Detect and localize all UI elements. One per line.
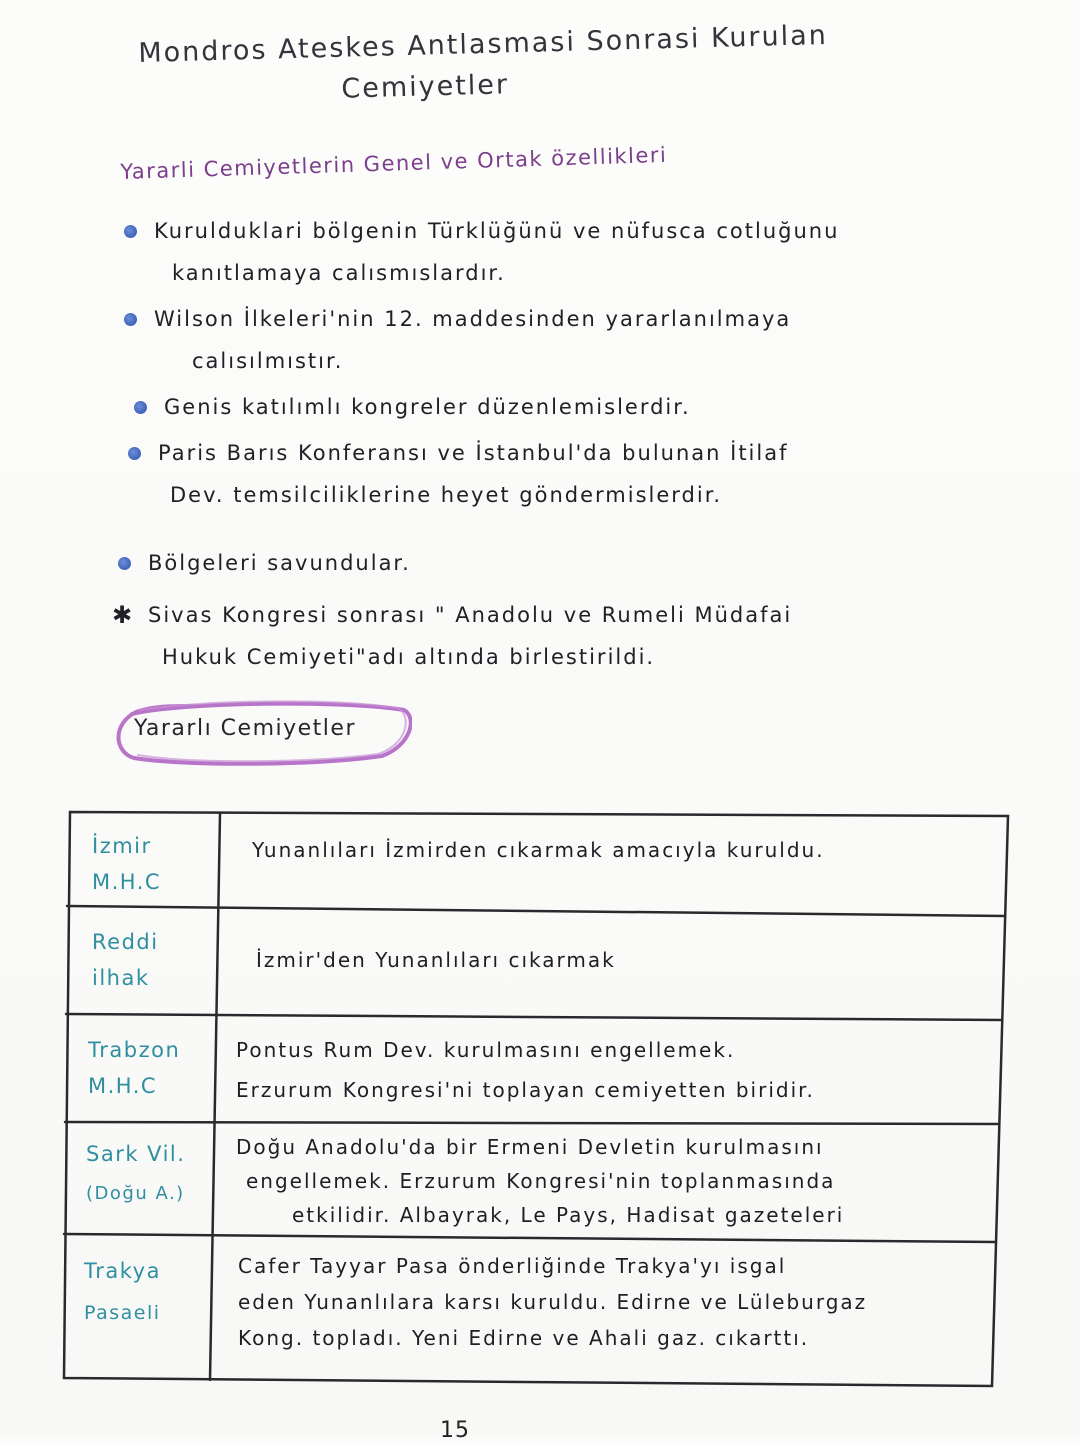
row-name-line-1: İzmir	[92, 834, 152, 858]
title-line-1: Mondros Ateskes Antlasmasi Sonrasi Kurulan	[138, 19, 829, 69]
bullet-dot-icon	[124, 225, 137, 238]
circled-heading	[112, 700, 412, 766]
bullet-text-continuation: calısılmıstır.	[192, 349, 344, 373]
table-row-name	[92, 828, 161, 900]
row-name-line-2: ilhak	[92, 966, 150, 990]
table-row-name	[84, 1250, 161, 1334]
row-name-line-1: Reddi	[92, 930, 159, 954]
table-row-description	[256, 944, 616, 977]
title-line-2: Cemiyetler	[341, 69, 510, 105]
row-desc-line: Pontus Rum Dev. kurulmasını engellemek.	[236, 1038, 736, 1062]
row-name-line-2: M.H.C	[88, 1074, 158, 1098]
bullet-dot-icon	[124, 313, 137, 326]
table-row-description	[236, 1130, 844, 1232]
bullet-dot-icon	[134, 401, 147, 414]
row-name-line-1: Trakya	[84, 1259, 161, 1283]
page-number: 15	[440, 1418, 470, 1443]
bullet-text-continuation: kanıtlamaya calısmıslardır.	[172, 261, 506, 285]
bullet-text-line: Bölgeleri savundular.	[148, 551, 411, 575]
table-row-name	[88, 1032, 180, 1104]
table-row-name	[86, 1134, 185, 1214]
row-desc-line: engellemek. Erzurum Kongresi'nin toplanmasında	[246, 1169, 836, 1193]
row-desc-line: eden Yunanlılara karsı kuruldu. Edirne ve Lüleburgaz	[238, 1290, 868, 1314]
row-desc-line: Cafer Tayyar Pasa önderliğinde Trakya'yı isgal	[238, 1254, 787, 1278]
row-name-line-2: M.H.C	[92, 870, 162, 894]
table-row-description	[238, 1248, 867, 1356]
row-desc-line: Erzurum Kongresi'ni toplayan cemiyetten biridir.	[236, 1078, 815, 1102]
page-title	[138, 20, 840, 110]
table-row-name	[92, 924, 159, 996]
row-desc-line: Doğu Anadolu'da bir Ermeni Devletin kurulmasını	[236, 1135, 824, 1159]
row-desc-line: Kong. topladı. Yeni Edirne ve Ahali gaz. cıkarttı.	[238, 1326, 810, 1350]
bullet-item	[164, 386, 691, 428]
bullet-text-line: Paris Barıs Konferansı ve İstanbul'da bulunan İtilaf	[158, 441, 789, 465]
bullet-text-line: Kurulduklari bölgenin Türklüğünü ve nüfusca cotluğunu	[154, 219, 840, 243]
bullet-text-continuation: Dev. temsilciliklerine heyet göndermislerdir.	[170, 483, 723, 507]
star-note-line-2: Hukuk Cemiyeti"adı altında birlestirildi.	[162, 645, 656, 669]
cemiyet-table	[62, 810, 1010, 1390]
bullet-text-line: Genis katılımlı kongreler düzenlemislerdir.	[164, 395, 691, 419]
star-note-line-1: Sivas Kongresi sonrası " Anadolu ve Rumeli Müdafai	[148, 603, 793, 627]
bullet-dot-icon	[118, 557, 131, 570]
row-name-line-2: Pasaeli	[84, 1302, 161, 1324]
table-row-description	[252, 834, 825, 867]
row-name-line-2: (Doğu A.)	[86, 1183, 185, 1204]
section-heading: Yararli Cemiyetlerin Genel ve Ortak özellikleri	[120, 142, 668, 184]
bullet-dot-icon	[128, 447, 141, 460]
row-name-line-1: Sark Vil.	[86, 1142, 186, 1166]
bullet-item	[154, 298, 791, 382]
bullet-text-line: Wilson İlkeleri'nin 12. maddesinden yararlanılmaya	[154, 307, 792, 331]
bullet-item	[148, 542, 411, 584]
row-desc-line: Yunanlıları İzmirden cıkarmak amacıyla kuruldu.	[252, 838, 825, 862]
row-name-line-1: Trabzon	[88, 1038, 181, 1062]
table-row-description	[236, 1030, 815, 1110]
row-desc-line: İzmir'den Yunanlıları cıkarmak	[256, 948, 616, 972]
bullet-item	[154, 210, 839, 294]
circled-heading-label: Yararlı Cemiyetler	[134, 716, 356, 741]
row-desc-line: etkilidir. Albayrak, Le Pays, Hadisat gazeteleri	[292, 1203, 845, 1227]
asterisk-icon: ✱	[112, 601, 135, 629]
star-note	[112, 594, 793, 678]
bullet-item	[158, 432, 789, 516]
